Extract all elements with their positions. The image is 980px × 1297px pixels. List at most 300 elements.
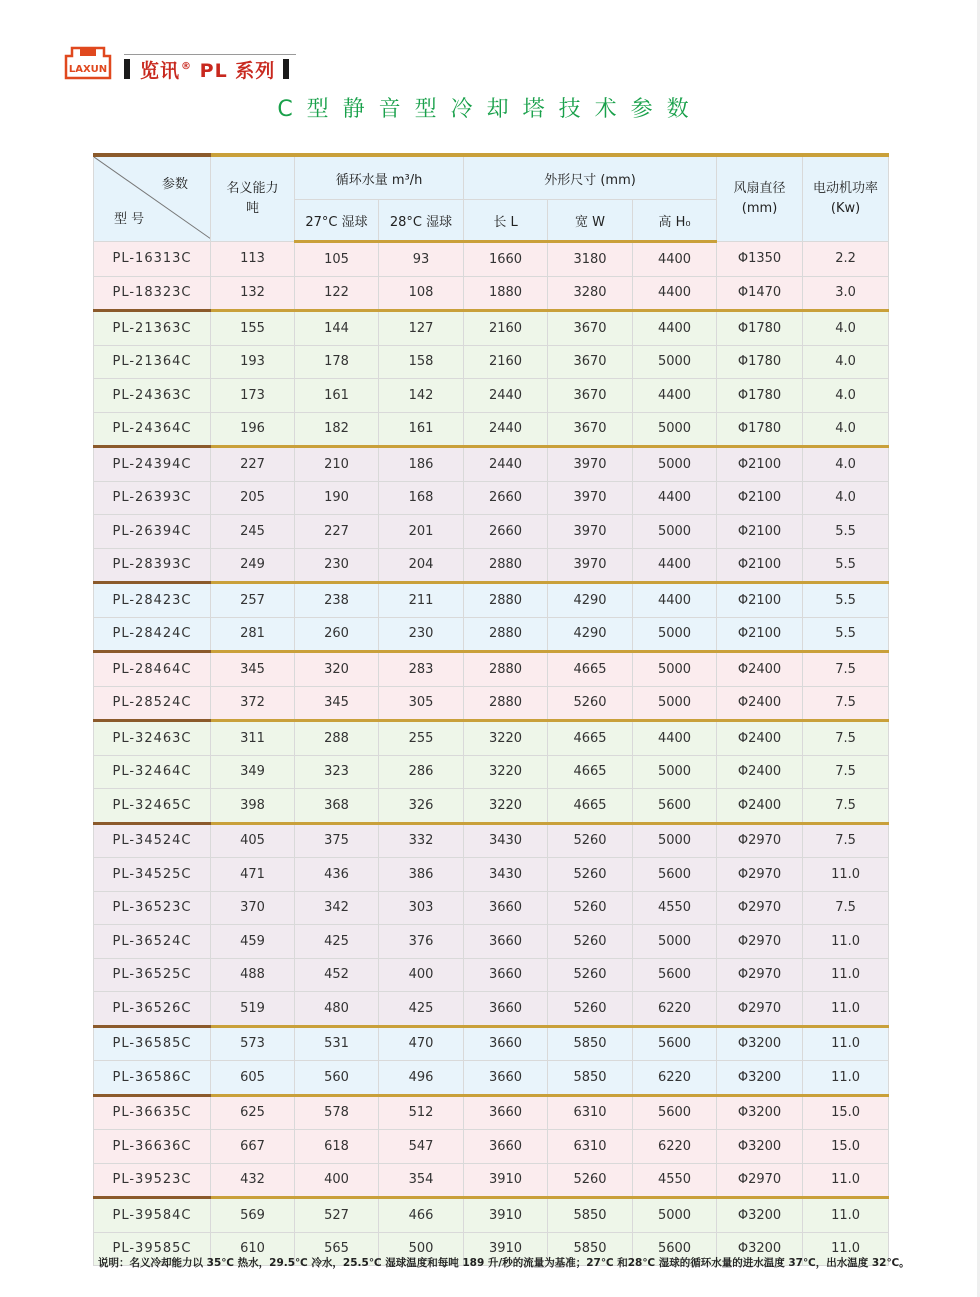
cell-height: 4400 xyxy=(633,379,717,413)
cell-fan-diameter: Φ1350 xyxy=(717,242,803,277)
brand-mark-right xyxy=(283,59,289,79)
cell-fan-diameter: Φ2400 xyxy=(717,755,803,789)
cell-motor-power: 7.5 xyxy=(803,891,889,925)
cell-fan-diameter: Φ2970 xyxy=(717,891,803,925)
cell-flow-27: 436 xyxy=(295,858,379,892)
cell-width: 3970 xyxy=(548,515,633,549)
cell-model: PL-36635C xyxy=(94,1095,211,1130)
table-row xyxy=(94,925,889,959)
cell-capacity: 398 xyxy=(211,789,295,824)
table-row xyxy=(94,1095,889,1130)
cell-flow-27: 288 xyxy=(295,721,379,756)
table-row xyxy=(94,242,889,277)
cell-flow-28: 161 xyxy=(379,412,464,447)
cell-flow-28: 204 xyxy=(379,548,464,583)
cell-width: 5260 xyxy=(548,992,633,1027)
cell-length: 3660 xyxy=(464,958,548,992)
cell-width: 5260 xyxy=(548,686,633,721)
cell-model: PL-28524C xyxy=(94,686,211,721)
cell-flow-28: 376 xyxy=(379,925,464,959)
spec-table-body xyxy=(94,242,889,1266)
cell-fan-diameter: Φ3200 xyxy=(717,1130,803,1164)
corner-top-label: 参数 xyxy=(161,177,188,192)
cell-flow-27: 345 xyxy=(295,686,379,721)
cell-flow-28: 496 xyxy=(379,1061,464,1096)
capacity-header xyxy=(211,155,295,242)
cell-flow-28: 286 xyxy=(379,755,464,789)
table-row xyxy=(94,686,889,721)
cell-width: 5850 xyxy=(548,1198,633,1233)
cell-height: 4400 xyxy=(633,276,717,311)
cell-length: 2160 xyxy=(464,345,548,379)
logo-text: LAXUN xyxy=(68,64,108,75)
cell-capacity: 667 xyxy=(211,1130,295,1164)
cell-length: 2440 xyxy=(464,412,548,447)
cell-motor-power: 11.0 xyxy=(803,1061,889,1096)
cell-motor-power: 11.0 xyxy=(803,1232,889,1266)
cell-model: PL-28393C xyxy=(94,548,211,583)
series-name: PL 系列 xyxy=(199,59,276,82)
table-row xyxy=(94,858,889,892)
cell-height: 4550 xyxy=(633,1163,717,1198)
cell-motor-power: 2.2 xyxy=(803,242,889,277)
cell-width: 6310 xyxy=(548,1095,633,1130)
cell-width: 3970 xyxy=(548,481,633,515)
cell-flow-28: 283 xyxy=(379,652,464,687)
cell-motor-power: 11.0 xyxy=(803,992,889,1027)
fan-header xyxy=(717,155,803,242)
cell-capacity: 132 xyxy=(211,276,295,311)
cell-height: 5000 xyxy=(633,755,717,789)
flow-27-header: 27°C 湿球 xyxy=(295,200,379,242)
cell-model: PL-36526C xyxy=(94,992,211,1027)
cell-length: 2880 xyxy=(464,652,548,687)
cell-model: PL-21363C xyxy=(94,311,211,346)
brand-bar xyxy=(124,57,289,81)
cell-flow-28: 168 xyxy=(379,481,464,515)
cell-width: 3280 xyxy=(548,276,633,311)
cell-height: 5000 xyxy=(633,515,717,549)
cell-capacity: 113 xyxy=(211,242,295,277)
cell-height: 5000 xyxy=(633,823,717,858)
cell-fan-diameter: Φ2100 xyxy=(717,583,803,618)
cell-width: 3970 xyxy=(548,548,633,583)
cell-motor-power: 7.5 xyxy=(803,686,889,721)
cell-length: 3660 xyxy=(464,1095,548,1130)
cell-flow-28: 425 xyxy=(379,992,464,1027)
cell-model: PL-28424C xyxy=(94,617,211,652)
cell-length: 2660 xyxy=(464,515,548,549)
cell-length: 3660 xyxy=(464,992,548,1027)
cell-length: 3660 xyxy=(464,1130,548,1164)
cell-width: 5260 xyxy=(548,858,633,892)
brand-text xyxy=(130,56,283,83)
cell-motor-power: 5.5 xyxy=(803,548,889,583)
brand-name: 览讯 xyxy=(140,59,181,82)
cell-capacity: 610 xyxy=(211,1232,295,1266)
cell-capacity: 257 xyxy=(211,583,295,618)
table-row xyxy=(94,515,889,549)
cell-flow-27: 578 xyxy=(295,1095,379,1130)
cell-width: 4290 xyxy=(548,617,633,652)
cell-flow-28: 400 xyxy=(379,958,464,992)
table-row xyxy=(94,617,889,652)
cell-length: 2660 xyxy=(464,481,548,515)
capacity-header-label: 名义能力 吨 xyxy=(226,181,279,216)
cell-flow-28: 466 xyxy=(379,1198,464,1233)
cell-flow-27: 238 xyxy=(295,583,379,618)
cell-width: 5260 xyxy=(548,958,633,992)
cell-width: 4665 xyxy=(548,721,633,756)
table-row xyxy=(94,789,889,824)
cell-motor-power: 7.5 xyxy=(803,652,889,687)
cell-flow-28: 255 xyxy=(379,721,464,756)
cell-flow-27: 161 xyxy=(295,379,379,413)
cell-fan-diameter: Φ1470 xyxy=(717,276,803,311)
cell-flow-28: 211 xyxy=(379,583,464,618)
cell-length: 3220 xyxy=(464,789,548,824)
laxun-logo xyxy=(62,44,114,82)
cell-fan-diameter: Φ1780 xyxy=(717,311,803,346)
cell-flow-27: 342 xyxy=(295,891,379,925)
cell-length: 3430 xyxy=(464,858,548,892)
cell-motor-power: 4.0 xyxy=(803,379,889,413)
cell-width: 5260 xyxy=(548,891,633,925)
cell-height: 4400 xyxy=(633,548,717,583)
cell-width: 3670 xyxy=(548,379,633,413)
cell-motor-power: 7.5 xyxy=(803,755,889,789)
cell-width: 4290 xyxy=(548,583,633,618)
cell-height: 5600 xyxy=(633,1232,717,1266)
cell-height: 4400 xyxy=(633,242,717,277)
cell-capacity: 519 xyxy=(211,992,295,1027)
cell-height: 4550 xyxy=(633,891,717,925)
cell-flow-28: 512 xyxy=(379,1095,464,1130)
cell-flow-27: 618 xyxy=(295,1130,379,1164)
table-row xyxy=(94,1026,889,1061)
cell-model: PL-24363C xyxy=(94,379,211,413)
cell-motor-power: 5.5 xyxy=(803,583,889,618)
cell-flow-27: 260 xyxy=(295,617,379,652)
cell-model: PL-34524C xyxy=(94,823,211,858)
cell-fan-diameter: Φ3200 xyxy=(717,1198,803,1233)
cell-height: 5600 xyxy=(633,858,717,892)
cell-height: 6220 xyxy=(633,1130,717,1164)
cell-height: 6220 xyxy=(633,1061,717,1096)
cell-model: PL-36586C xyxy=(94,1061,211,1096)
corner-diagonal xyxy=(94,157,211,239)
cell-length: 3660 xyxy=(464,925,548,959)
cell-model: PL-39523C xyxy=(94,1163,211,1198)
cell-height: 5600 xyxy=(633,1026,717,1061)
cell-fan-diameter: Φ3200 xyxy=(717,1061,803,1096)
cell-fan-diameter: Φ2970 xyxy=(717,958,803,992)
table-row xyxy=(94,1163,889,1198)
page-title: C型静音型冷却塔技术参数 xyxy=(277,97,703,122)
table-row xyxy=(94,721,889,756)
cell-width: 3670 xyxy=(548,345,633,379)
cell-length: 2880 xyxy=(464,686,548,721)
cell-height: 5000 xyxy=(633,412,717,447)
cell-motor-power: 11.0 xyxy=(803,925,889,959)
cell-fan-diameter: Φ2400 xyxy=(717,652,803,687)
cell-length: 2440 xyxy=(464,447,548,482)
fan-header-label: 风扇直径 (mm) xyxy=(733,181,786,216)
cell-width: 5850 xyxy=(548,1026,633,1061)
dims-header: 外形尺寸 (mm) xyxy=(464,155,717,200)
cell-motor-power: 4.0 xyxy=(803,447,889,482)
cell-flow-28: 547 xyxy=(379,1130,464,1164)
cell-height: 5000 xyxy=(633,925,717,959)
cell-length: 2880 xyxy=(464,617,548,652)
cell-flow-27: 320 xyxy=(295,652,379,687)
cell-width: 4665 xyxy=(548,755,633,789)
cell-fan-diameter: Φ2100 xyxy=(717,548,803,583)
registered-mark: ® xyxy=(181,61,193,73)
cell-length: 3660 xyxy=(464,1026,548,1061)
cell-flow-28: 108 xyxy=(379,276,464,311)
cell-motor-power: 5.5 xyxy=(803,617,889,652)
cell-fan-diameter: Φ2400 xyxy=(717,721,803,756)
cell-model: PL-36523C xyxy=(94,891,211,925)
cell-length: 3660 xyxy=(464,891,548,925)
cell-flow-28: 305 xyxy=(379,686,464,721)
cell-width: 3180 xyxy=(548,242,633,277)
cell-motor-power: 3.0 xyxy=(803,276,889,311)
cell-flow-27: 527 xyxy=(295,1198,379,1233)
cell-width: 4665 xyxy=(548,652,633,687)
cell-length: 3910 xyxy=(464,1163,548,1198)
cell-flow-28: 201 xyxy=(379,515,464,549)
cell-capacity: 281 xyxy=(211,617,295,652)
cell-model: PL-28464C xyxy=(94,652,211,687)
cell-fan-diameter: Φ3200 xyxy=(717,1095,803,1130)
cell-flow-28: 303 xyxy=(379,891,464,925)
cell-length: 3910 xyxy=(464,1198,548,1233)
cell-model: PL-21364C xyxy=(94,345,211,379)
cell-height: 5000 xyxy=(633,1198,717,1233)
cell-flow-27: 452 xyxy=(295,958,379,992)
cell-model: PL-26393C xyxy=(94,481,211,515)
cell-height: 5000 xyxy=(633,686,717,721)
cell-motor-power: 11.0 xyxy=(803,1198,889,1233)
cell-height: 5600 xyxy=(633,1095,717,1130)
cell-fan-diameter: Φ2100 xyxy=(717,481,803,515)
cell-flow-27: 230 xyxy=(295,548,379,583)
cell-fan-diameter: Φ2970 xyxy=(717,823,803,858)
cell-capacity: 625 xyxy=(211,1095,295,1130)
cell-flow-27: 531 xyxy=(295,1026,379,1061)
cell-width: 5260 xyxy=(548,1163,633,1198)
cell-flow-27: 144 xyxy=(295,311,379,346)
cell-length: 3220 xyxy=(464,755,548,789)
cell-flow-27: 210 xyxy=(295,447,379,482)
flow-28-header: 28°C 湿球 xyxy=(379,200,464,242)
cell-model: PL-36524C xyxy=(94,925,211,959)
cell-width: 3670 xyxy=(548,412,633,447)
cell-width: 5850 xyxy=(548,1232,633,1266)
cell-model: PL-36525C xyxy=(94,958,211,992)
cell-length: 2880 xyxy=(464,548,548,583)
cell-capacity: 205 xyxy=(211,481,295,515)
cell-fan-diameter: Φ1780 xyxy=(717,412,803,447)
table-row xyxy=(94,1130,889,1164)
cell-fan-diameter: Φ2100 xyxy=(717,617,803,652)
table-row xyxy=(94,548,889,583)
cell-capacity: 311 xyxy=(211,721,295,756)
cell-motor-power: 4.0 xyxy=(803,311,889,346)
cell-capacity: 573 xyxy=(211,1026,295,1061)
cell-capacity: 432 xyxy=(211,1163,295,1198)
cell-flow-27: 560 xyxy=(295,1061,379,1096)
cell-model: PL-28423C xyxy=(94,583,211,618)
cell-flow-27: 178 xyxy=(295,345,379,379)
cell-flow-28: 158 xyxy=(379,345,464,379)
cell-height: 4400 xyxy=(633,583,717,618)
cell-fan-diameter: Φ2100 xyxy=(717,447,803,482)
cell-motor-power: 5.5 xyxy=(803,515,889,549)
length-header: 长 L xyxy=(464,200,548,242)
cell-flow-27: 182 xyxy=(295,412,379,447)
table-row xyxy=(94,823,889,858)
cell-capacity: 405 xyxy=(211,823,295,858)
cell-motor-power: 7.5 xyxy=(803,789,889,824)
table-row xyxy=(94,379,889,413)
cell-height: 5000 xyxy=(633,617,717,652)
cell-flow-27: 425 xyxy=(295,925,379,959)
cell-height: 6220 xyxy=(633,992,717,1027)
cell-flow-27: 375 xyxy=(295,823,379,858)
cell-motor-power: 11.0 xyxy=(803,858,889,892)
cell-flow-28: 326 xyxy=(379,789,464,824)
cell-width: 5260 xyxy=(548,823,633,858)
cell-capacity: 488 xyxy=(211,958,295,992)
cell-height: 4400 xyxy=(633,481,717,515)
cell-capacity: 345 xyxy=(211,652,295,687)
cell-capacity: 245 xyxy=(211,515,295,549)
cell-model: PL-16313C xyxy=(94,242,211,277)
cell-flow-28: 500 xyxy=(379,1232,464,1266)
table-row xyxy=(94,992,889,1027)
cell-flow-28: 127 xyxy=(379,311,464,346)
cell-motor-power: 15.0 xyxy=(803,1130,889,1164)
cell-flow-28: 93 xyxy=(379,242,464,277)
table-row xyxy=(94,276,889,311)
cell-capacity: 193 xyxy=(211,345,295,379)
cell-motor-power: 11.0 xyxy=(803,958,889,992)
cell-model: PL-24364C xyxy=(94,412,211,447)
cell-length: 3910 xyxy=(464,1232,548,1266)
table-row xyxy=(94,481,889,515)
cell-flow-28: 230 xyxy=(379,617,464,652)
table-row xyxy=(94,891,889,925)
cell-capacity: 173 xyxy=(211,379,295,413)
cell-flow-27: 400 xyxy=(295,1163,379,1198)
footnote: 说明：名义冷却能力以 35℃ 热水，29.5℃ 冷水，25.5℃ 湿球温度和每吨 189 升/秒的流量为基准；27℃ 和28℃ 湿球的循环水量的进水温度 37℃，出水温度 32℃。 xyxy=(98,1257,910,1269)
cell-capacity: 349 xyxy=(211,755,295,789)
spec-table xyxy=(93,153,889,1266)
cell-model: PL-32464C xyxy=(94,755,211,789)
corner-header xyxy=(94,155,211,242)
cell-model: PL-34525C xyxy=(94,858,211,892)
cell-length: 1660 xyxy=(464,242,548,277)
cell-width: 3670 xyxy=(548,311,633,346)
cell-width: 4665 xyxy=(548,789,633,824)
cell-capacity: 372 xyxy=(211,686,295,721)
cell-flow-28: 142 xyxy=(379,379,464,413)
table-row xyxy=(94,412,889,447)
cell-capacity: 155 xyxy=(211,311,295,346)
cell-flow-27: 368 xyxy=(295,789,379,824)
cell-flow-27: 105 xyxy=(295,242,379,277)
cell-flow-27: 227 xyxy=(295,515,379,549)
cell-flow-28: 186 xyxy=(379,447,464,482)
cell-height: 4400 xyxy=(633,311,717,346)
motor-header xyxy=(803,155,889,242)
cell-capacity: 605 xyxy=(211,1061,295,1096)
table-row xyxy=(94,1061,889,1096)
cell-length: 2440 xyxy=(464,379,548,413)
cell-fan-diameter: Φ3200 xyxy=(717,1232,803,1266)
cell-height: 5600 xyxy=(633,958,717,992)
cell-fan-diameter: Φ2100 xyxy=(717,515,803,549)
cell-fan-diameter: Φ2970 xyxy=(717,925,803,959)
cell-model: PL-32465C xyxy=(94,789,211,824)
cell-motor-power: 11.0 xyxy=(803,1026,889,1061)
cell-capacity: 249 xyxy=(211,548,295,583)
cell-motor-power: 7.5 xyxy=(803,823,889,858)
cell-flow-28: 332 xyxy=(379,823,464,858)
cell-model: PL-36585C xyxy=(94,1026,211,1061)
cell-fan-diameter: Φ2970 xyxy=(717,992,803,1027)
table-row xyxy=(94,958,889,992)
cell-width: 5260 xyxy=(548,925,633,959)
cell-model: PL-32463C xyxy=(94,721,211,756)
cell-fan-diameter: Φ1780 xyxy=(717,345,803,379)
cell-flow-28: 470 xyxy=(379,1026,464,1061)
cell-capacity: 196 xyxy=(211,412,295,447)
cell-capacity: 459 xyxy=(211,925,295,959)
table-row xyxy=(94,652,889,687)
cell-fan-diameter: Φ3200 xyxy=(717,1026,803,1061)
cell-length: 3430 xyxy=(464,823,548,858)
cell-flow-27: 565 xyxy=(295,1232,379,1266)
cell-height: 5000 xyxy=(633,652,717,687)
cell-capacity: 471 xyxy=(211,858,295,892)
table-row xyxy=(94,755,889,789)
cell-length: 3220 xyxy=(464,721,548,756)
cell-motor-power: 11.0 xyxy=(803,1163,889,1198)
cell-flow-27: 190 xyxy=(295,481,379,515)
cell-fan-diameter: Φ2970 xyxy=(717,1163,803,1198)
cell-flow-28: 386 xyxy=(379,858,464,892)
table-row xyxy=(94,1198,889,1233)
cell-model: PL-24394C xyxy=(94,447,211,482)
table-row xyxy=(94,447,889,482)
cell-motor-power: 7.5 xyxy=(803,721,889,756)
cell-fan-diameter: Φ1780 xyxy=(717,379,803,413)
cell-model: PL-18323C xyxy=(94,276,211,311)
cell-length: 3660 xyxy=(464,1061,548,1096)
cell-motor-power: 4.0 xyxy=(803,481,889,515)
cell-width: 5850 xyxy=(548,1061,633,1096)
corner-bottom-label: 型 号 xyxy=(114,212,145,227)
cell-model: PL-26394C xyxy=(94,515,211,549)
height-header: 高 H₀ xyxy=(633,200,717,242)
table-row xyxy=(94,345,889,379)
cell-motor-power: 4.0 xyxy=(803,345,889,379)
cell-flow-27: 480 xyxy=(295,992,379,1027)
